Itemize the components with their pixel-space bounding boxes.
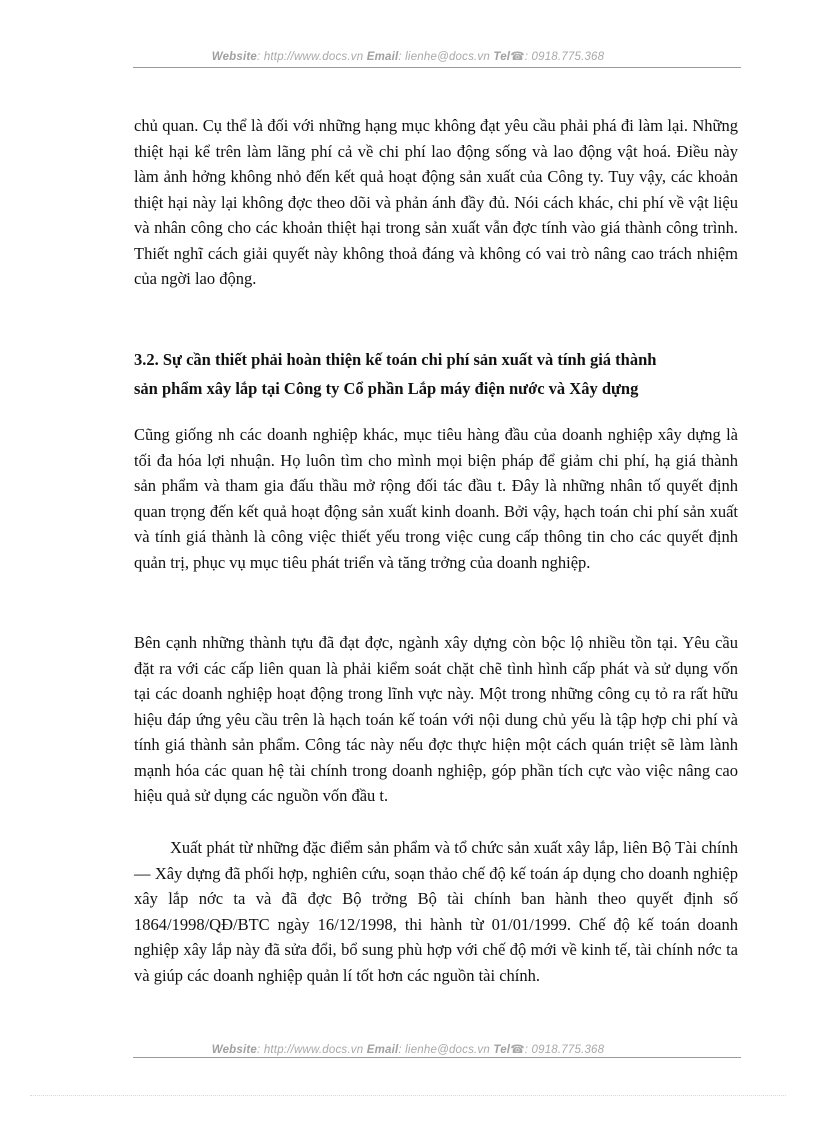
footer-divider — [133, 1057, 741, 1058]
footer-tel: ☎: 0918.775.368 — [510, 1044, 605, 1056]
paragraph-1: chủ quan. Cụ thể là đối với những hạng mục không đạt yêu cầu phải phá đi làm lại. Những thiệt hại kể trên làm lãng phí cả về chi phí lao động sống và lao động vật hoá. Điều này làm ảnh hởng không nhỏ đến kết quả hoạt động sản xuất của Công ty. Tuy vậy, các khoản thiệt hại này lại không đợc theo dõi và phản ánh đầy đủ. Nói cách khác, chi phí về vật liệu và nhân công cho các khoản thiệt hại trong sản xuất vẫn đợc tính vào giá thành công trình. Thiết nghĩ cách giải quyết này không thoả đáng và không có vai trò nâng cao trách nhiệm của ngời lao động. — [134, 116, 738, 288]
section-heading — [134, 345, 742, 403]
footer-website-label: Website — [211, 1044, 258, 1056]
paragraph-2: Cũng giống nh các doanh nghiệp khác, mục tiêu hàng đầu của doanh nghiệp xây dựng là tối đa hóa lợi nhuận. Họ luôn tìm cho mình mọi biện pháp để giảm chi phí, hạ giá thành sản phẩm và tham gia đấu thầu mở rộng đối tác đầu t. Đây là những nhân tố quyết định quan trọng đến kết quả hoạt động sản xuất kinh doanh. Bởi vậy, hạch toán chi phí sản xuất và tính giá thành là công việc thiết yếu trong việc cung cấp thông tin cho các quyết định quản trị, phục vụ mục tiêu phát triển và tăng trởng của doanh nghiệp. — [134, 425, 738, 572]
footer-tel-label: Tel — [493, 1044, 511, 1056]
section-heading-line-1: 3.2. Sự cần thiết phải hoàn thiện kế toán chi phí sản xuất và tính giá thành — [134, 350, 657, 369]
page-footer — [0, 1042, 816, 1056]
footer-email-label: Email — [366, 1044, 399, 1056]
header-tel: ☎: 0918.775.368 — [510, 51, 605, 63]
section-heading-line-2: sản phẩm xây lắp tại Công ty Cổ phần Lắp máy điện nước và Xây dựng — [134, 379, 639, 398]
header-email[interactable]: : lienhe@docs.vn — [398, 51, 490, 63]
header-email-label: Email — [366, 51, 399, 63]
paragraph-3: Bên cạnh những thành tựu đã đạt đợc, ngành xây dựng còn bộc lộ nhiều tồn tại. Yêu cầu đặt ra với các cấp liên quan là phải kiểm soát chặt chẽ tình hình cấp phát và sử dụng vốn tại các doanh nghiệp hoạt động trong lĩnh vực này. Một trong những công cụ tỏ ra rất hữu hiệu đáp ứng yêu cầu trên là hạch toán kế toán với nội dung chủ yếu là tập hợp chi phí và tính giá thành sản phẩm. Công tác này nếu đợc thực hiện một cách quán triệt sẽ làm lành mạnh hóa các quan hệ tài chính trong doanh nghiệp, góp phần tích cực vào việc nâng cao hiệu quả sử dụng các nguồn vốn đầu t. — [134, 633, 738, 805]
page-header — [0, 49, 816, 63]
header-website-url[interactable]: : http://www.docs.vn — [257, 51, 364, 63]
header-divider — [133, 67, 741, 68]
paragraph-4: Xuất phát từ những đặc điểm sản phẩm và tổ chức sản xuất xây lắp, liên Bộ Tài chính — Xây dựng đã phối hợp, nghiên cứu, soạn thảo chế độ kế toán áp dụng cho doanh nghiệp xây lắp nớc ta và đã đợc Bộ trởng Bộ tài chính ban hành theo quyết định số 1864/1998/QĐ/BTC ngày 16/12/1998, thi hành từ 01/01/1999. Chế độ kế toán doanh nghiệp xây lắp này đã sửa đổi, bổ sung phù hợp với chế độ mới về kinh tế, tài chính nớc ta và giúp các doanh nghiệp quản lí tốt hơn các nguồn tài chính. — [134, 838, 738, 985]
page-boundary — [30, 1095, 786, 1096]
footer-website-url[interactable]: : http://www.docs.vn — [257, 1044, 364, 1056]
header-tel-label: Tel — [493, 51, 511, 63]
header-website-label: Website — [211, 51, 258, 63]
footer-email[interactable]: : lienhe@docs.vn — [398, 1044, 490, 1056]
